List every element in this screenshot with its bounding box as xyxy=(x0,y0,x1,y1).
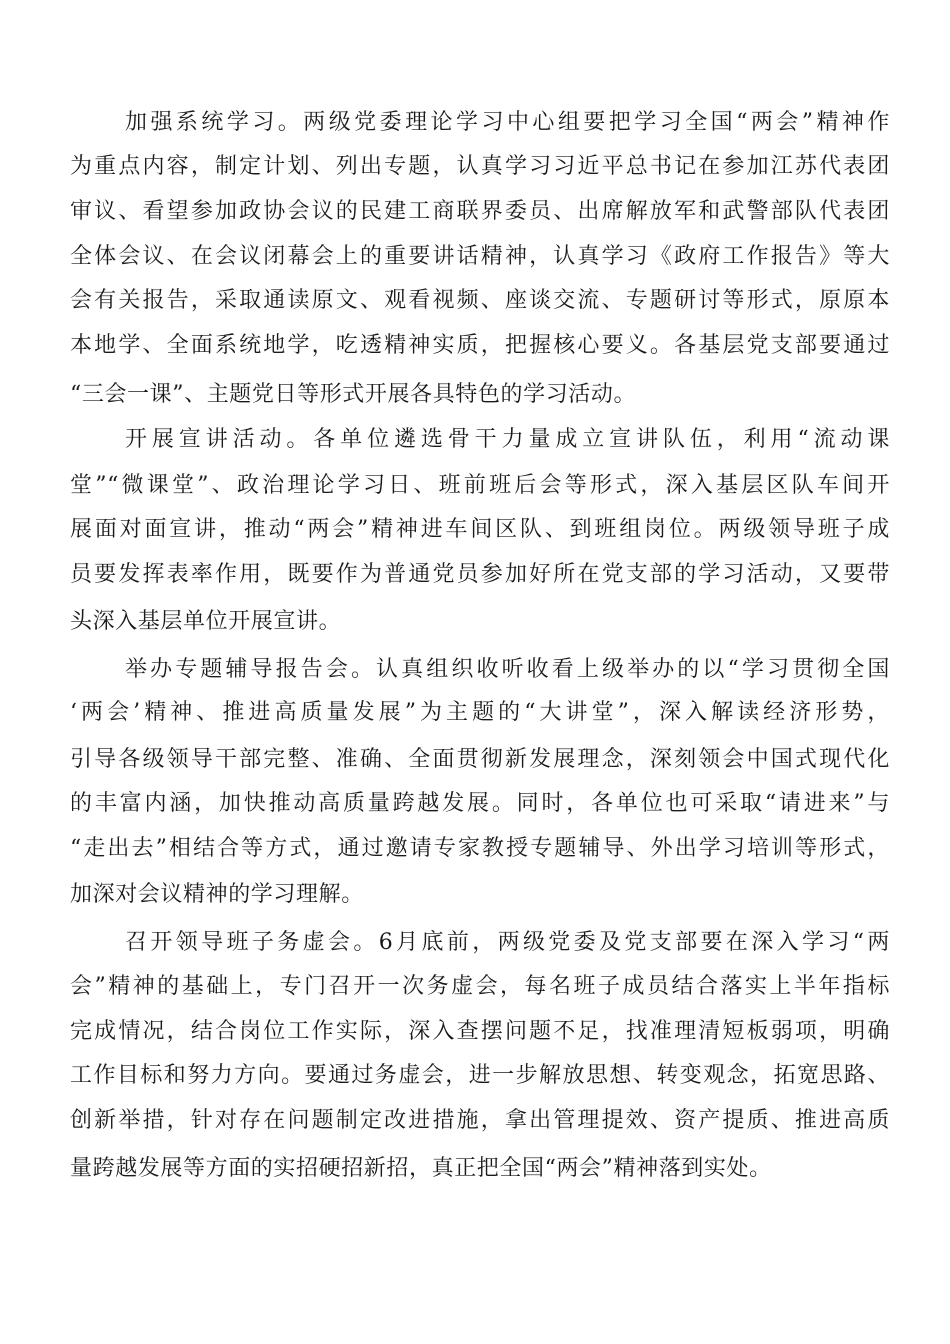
paragraph-3-line-4: 的丰富内涵，加快推动高质量跨越发展。同时，各单位也可采取“请进来”与 xyxy=(70,791,890,816)
paragraph-4-line-1: 召开领导班子务虚会。6月底前，两级党委及党支部要在深入学习“两 xyxy=(125,930,890,955)
paragraph-2-line-2: 堂”“微课堂”、政治理论学习日、班前班后会等形式，深入基层区队车间开 xyxy=(70,473,890,498)
paragraph-3-line-2: ‘两会’精神、推进高质量发展”为主题的“大讲堂”，深入解读经济形势， xyxy=(70,700,890,725)
paragraph-4-line-3: 完成情况，结合岗位工作实际，深入查摆问题不足，找准理清短板弱项，明确 xyxy=(70,1019,890,1044)
paragraph-1-line-1: 加强系统学习。两级党委理论学习中心组要把学习全国“两会”精神作 xyxy=(125,110,890,135)
paragraph-1-line-6: 本地学、全面系统地学，吃透精神实质，把握核心要义。各基层党支部要通过 xyxy=(70,333,890,358)
paragraph-4-line-2: 会”精神的基础上，专门召开一次务虚会，每名班子成员结合落实上半年指标 xyxy=(70,974,890,999)
paragraph-1-line-7: “三会一课”、主题党日等形式开展各具特色的学习活动。 xyxy=(70,382,637,407)
paragraph-2-line-5: 头深入基层单位开展宣讲。 xyxy=(70,609,342,634)
paragraph-3-line-3: 引导各级领导干部完整、准确、全面贯彻新发展理念，深刻领会中国式现代化 xyxy=(70,747,890,772)
paragraph-4-line-6: 量跨越发展等方面的实招硬招新招，真正把全国“两会”精神落到实处。 xyxy=(70,1156,772,1181)
paragraph-2-line-4: 员要发挥表率作用，既要作为普通党员参加好所在党支部的学习活动，又要带 xyxy=(70,562,890,587)
paragraph-2-line-3: 展面对面宣讲，推动“两会”精神进车间区队、到班组岗位。两级领导班子成 xyxy=(70,517,890,542)
paragraph-1-line-5: 会有关报告，采取通读原文、观看视频、座谈交流、专题研讨等形式，原原本 xyxy=(70,288,890,313)
paragraph-3-line-6: 加深对会议精神的学习理解。 xyxy=(70,882,364,907)
paragraph-4-line-5: 创新举措，针对存在问题制定改进措施，拿出管理提效、资产提质、推进高质 xyxy=(70,1108,890,1133)
paragraph-2-line-1: 开展宣讲活动。各单位遴选骨干力量成立宣讲队伍，利用“流动课 xyxy=(125,427,890,452)
paragraph-4-line-4: 工作目标和努力方向。要通过务虚会，进一步解放思想、转变观念，拓宽思路、 xyxy=(70,1063,890,1088)
paragraph-3-line-1: 举办专题辅导报告会。认真组织收听收看上级举办的以“学习贯彻全国 xyxy=(125,657,890,682)
paragraph-1-line-2: 为重点内容，制定计划、列出专题，认真学习习近平总书记在参加江苏代表团 xyxy=(70,154,890,179)
paragraph-1-line-3: 审议、看望参加政协会议的民建工商联界委员、出席解放军和武警部队代表团 xyxy=(70,199,890,224)
paragraph-1-line-4: 全体会议、在会议闭幕会上的重要讲话精神，认真学习《政府工作报告》等大 xyxy=(70,244,890,269)
paragraph-3-line-5: “走出去”相结合等方式，通过邀请专家教授专题辅导、外出学习培训等形式， xyxy=(70,836,890,861)
